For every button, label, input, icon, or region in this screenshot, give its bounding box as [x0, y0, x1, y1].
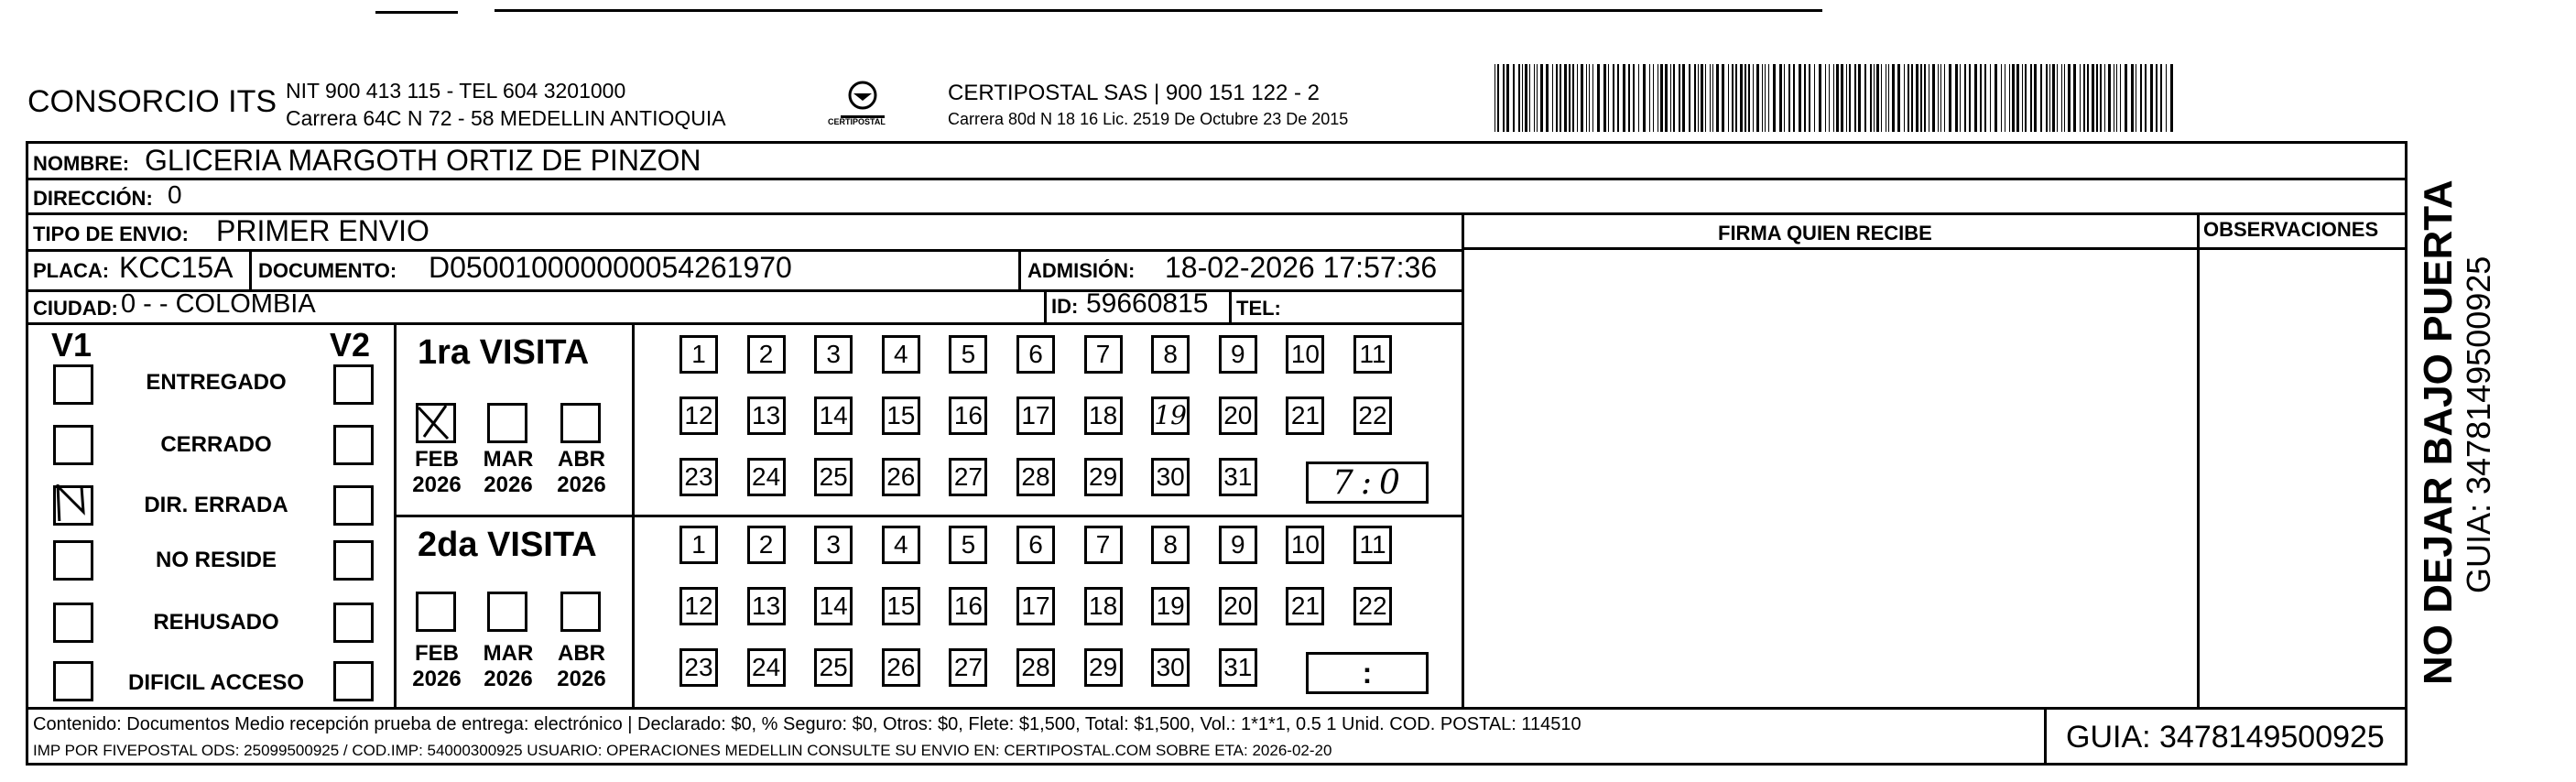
barcode-bar	[1980, 64, 1982, 132]
second-visit-day-30[interactable]: 30	[1151, 648, 1190, 687]
first-visit-day-14[interactable]: 14	[814, 396, 853, 435]
company-nit: NIT 900 413 115 - TEL 604 3201000	[286, 79, 626, 103]
barcode-bar	[1870, 64, 1872, 132]
barcode-bar	[1552, 64, 1553, 132]
barcode-bar	[2160, 64, 2162, 132]
first-visit-day-28[interactable]: 28	[1016, 458, 1055, 496]
barcode-bar	[1768, 64, 1769, 132]
direccion-value: 0	[168, 180, 182, 209]
barcode-bar	[1765, 64, 1766, 132]
barcode-bar	[2030, 64, 2032, 132]
second-visit-month-abr[interactable]	[560, 592, 601, 632]
second-visit-day-23[interactable]: 23	[679, 648, 718, 687]
first-visit-day-18[interactable]: 18	[1084, 396, 1123, 435]
status-rehusado: REHUSADO	[153, 610, 279, 635]
second-visit-time: :	[1362, 657, 1373, 690]
second-visit-title: 2da VISITA	[418, 526, 597, 564]
barcode-bar	[1825, 64, 1826, 132]
second-year-label-abr: 2026	[557, 667, 606, 691]
second-month-label-mar: MAR	[483, 641, 534, 666]
barcode-bar	[2061, 64, 2062, 132]
first-visit-day-4[interactable]: 4	[882, 335, 920, 374]
v1-checkbox-cerrado[interactable]	[53, 425, 93, 465]
second-visit-month-feb[interactable]	[416, 592, 456, 632]
first-visit-day-25[interactable]: 25	[814, 458, 853, 496]
first-year-label-feb: 2026	[412, 472, 462, 497]
barcode-bar	[1892, 64, 1895, 132]
side-guia: GUIA: 3478149500925	[2460, 255, 2497, 593]
barcode-bar	[1581, 64, 1583, 132]
barcode-bar	[1773, 64, 1776, 132]
barcode-bar	[1617, 64, 1619, 132]
placa-value: KCC15A	[119, 251, 234, 284]
barcode-bar	[1603, 64, 1606, 132]
first-visit-day-11[interactable]: 11	[1353, 335, 1392, 374]
barcode-bar	[1745, 64, 1746, 132]
barcode-bar	[1814, 64, 1815, 132]
barcode-bar	[1960, 64, 1961, 132]
barcode-bar	[1633, 64, 1635, 132]
second-visit-day-24[interactable]: 24	[747, 648, 786, 687]
second-visit-day-13[interactable]: 13	[747, 587, 786, 625]
barcode-bar	[1712, 64, 1713, 132]
logo-text: CERTIPOSTAL	[828, 117, 886, 126]
second-visit-day-12[interactable]: 12	[679, 587, 718, 625]
barcode-bar	[2170, 64, 2173, 132]
barcode-bar	[1673, 64, 1675, 132]
barcode-bar	[1920, 64, 1922, 132]
nombre-label: NOMBRE:	[33, 152, 130, 175]
barcode-bar	[1546, 64, 1549, 132]
second-visit-day-2[interactable]: 2	[747, 526, 786, 564]
barcode-bar	[1940, 64, 1941, 132]
barcode-bar	[1732, 64, 1734, 132]
barcode-bar	[2022, 64, 2023, 132]
barcode-bar	[2140, 64, 2142, 132]
first-month-label-abr: ABR	[558, 447, 605, 472]
barcode-bar	[1670, 64, 1671, 132]
documento-label: DOCUMENTO:	[258, 259, 397, 282]
documento-value: D050010000000054261970	[429, 251, 792, 284]
id-label: ID:	[1051, 295, 1079, 318]
barcode-bar	[1876, 64, 1879, 132]
barcode-bar	[1836, 64, 1839, 132]
second-visit-time-box[interactable]	[1306, 652, 1429, 694]
first-visit-time: 7:0	[1332, 464, 1408, 502]
barcode-bar	[1849, 64, 1851, 132]
second-visit-day-25[interactable]: 25	[814, 648, 853, 687]
placa-label: PLACA:	[33, 259, 110, 282]
barcode-bar	[1944, 64, 1945, 132]
first-visit-day-24[interactable]: 24	[747, 458, 786, 496]
barcode-bar	[1649, 64, 1650, 132]
second-visit-day-27[interactable]: 27	[949, 648, 987, 687]
v2-header: V2	[330, 326, 371, 364]
barcode-bar	[2096, 64, 2098, 132]
barcode-bar	[1762, 64, 1763, 132]
barcode-bar	[1518, 64, 1520, 132]
second-year-label-mar: 2026	[484, 667, 533, 691]
second-visit-day-18[interactable]: 18	[1084, 587, 1123, 625]
barcode-bar	[2100, 64, 2102, 132]
barcode-bar	[1628, 64, 1630, 132]
second-visit-day-22[interactable]: 22	[1353, 587, 1392, 625]
v1-checkbox-rehusado[interactable]	[53, 603, 93, 643]
status-dir-errada: DIR. ERRADA	[144, 493, 288, 517]
barcode-bar	[2145, 64, 2147, 132]
first-visit-day-16[interactable]: 16	[949, 396, 987, 435]
first-visit-day-19[interactable]: 19	[1151, 396, 1190, 435]
second-visit-day-31[interactable]: 31	[1219, 648, 1257, 687]
company-address: Carrera 64C N 72 - 58 MEDELLIN ANTIOQUIA	[286, 106, 726, 130]
first-year-label-mar: 2026	[484, 472, 533, 497]
v1-checkbox-dificil-acceso[interactable]	[53, 661, 93, 701]
first-visit-time-box[interactable]	[1306, 462, 1429, 504]
barcode-bar	[1522, 64, 1523, 132]
barcode-bar	[1799, 64, 1801, 132]
barcode-bar	[1589, 64, 1590, 132]
barcode-bar	[1694, 64, 1696, 132]
tel-label: TEL:	[1236, 297, 1281, 320]
barcode-bar	[1722, 64, 1724, 132]
barcode-bar	[1819, 64, 1821, 132]
tipo-envio-label: TIPO DE ENVIO:	[33, 223, 189, 245]
first-visit-day-12[interactable]: 12	[679, 396, 718, 435]
status-dificil-acceso: DIFICIL ACCESO	[127, 670, 304, 695]
barcode-bar	[1784, 64, 1785, 132]
barcode-bar	[1586, 64, 1587, 132]
barcode-bar	[1710, 64, 1711, 132]
second-visit-day-10[interactable]: 10	[1286, 526, 1324, 564]
barcode-bar	[2057, 64, 2058, 132]
first-visit-day-6[interactable]: 6	[1016, 335, 1055, 374]
v2-checkbox-rehusado[interactable]	[333, 603, 374, 643]
barcode-bar	[1608, 64, 1609, 132]
barcode-bar	[1597, 64, 1600, 132]
barcode-bar	[1974, 64, 1977, 132]
second-visit-day-21[interactable]: 21	[1286, 587, 1324, 625]
admision-label: ADMISIÓN:	[1027, 259, 1136, 282]
barcode-bar	[1623, 64, 1625, 132]
barcode-bar	[1753, 64, 1754, 132]
barcode-bar	[1556, 64, 1558, 132]
nombre-value: GLICERIA MARGOTH ORTIZ DE PINZON	[145, 144, 701, 177]
tipo-envio-value: PRIMER ENVIO	[216, 214, 429, 247]
first-visit-day-10[interactable]: 10	[1286, 335, 1324, 374]
second-visit-day-5[interactable]: 5	[949, 526, 987, 564]
barcode-bar	[1858, 64, 1861, 132]
v1-checkbox-dir-errada[interactable]	[53, 485, 93, 526]
barcode-bar	[1904, 64, 1905, 132]
second-visit-month-mar[interactable]	[487, 592, 527, 632]
barcode-bar	[1705, 64, 1706, 132]
second-month-label-abr: ABR	[558, 641, 605, 666]
barcode-bar	[2087, 64, 2089, 132]
v2-checkbox-dir-errada[interactable]	[333, 485, 374, 526]
v2-checkbox-cerrado[interactable]	[333, 425, 374, 465]
barcode-bar	[1833, 64, 1834, 132]
second-visit-day-4[interactable]: 4	[882, 526, 920, 564]
scan-mark-top	[495, 9, 1822, 12]
barcode-bar	[1846, 64, 1847, 132]
barcode-bar	[1529, 64, 1530, 132]
barcode-bar	[1793, 64, 1795, 132]
barcode-bar	[1916, 64, 1918, 132]
barcode-bar	[2150, 64, 2153, 132]
barcode-bar	[2125, 64, 2127, 132]
barcode-bar	[1911, 64, 1913, 132]
first-visit-day-17[interactable]: 17	[1016, 396, 1055, 435]
v1-header: V1	[51, 326, 92, 364]
barcode-bar	[2108, 64, 2111, 132]
barcode-bar	[2049, 64, 2050, 132]
barcode-bar	[2034, 64, 2037, 132]
status-entregado: ENTREGADO	[146, 370, 287, 395]
first-visit-month-feb[interactable]	[416, 403, 456, 443]
admision-value: 18-02-2026 17:57:36	[1165, 251, 1438, 284]
first-month-label-feb: FEB	[415, 447, 459, 472]
first-visit-day-1[interactable]: 1	[679, 335, 718, 374]
barcode-bar	[1665, 64, 1668, 132]
barcode-bar	[1829, 64, 1830, 132]
carrier-name: CERTIPOSTAL SAS | 900 151 122 - 2	[948, 81, 1320, 105]
barcode-bar	[1660, 64, 1663, 132]
barcode-bar	[1888, 64, 1889, 132]
barcode-bar	[2040, 64, 2042, 132]
barcode-bar	[1949, 64, 1951, 132]
first-visit-day-20[interactable]: 20	[1219, 396, 1257, 435]
first-visit-day-5[interactable]: 5	[949, 335, 987, 374]
barcode-bar	[1874, 64, 1875, 132]
barcode-bar	[1537, 64, 1538, 132]
barcode-bar	[1804, 64, 1806, 132]
ciudad-label: CIUDAD:	[33, 297, 118, 320]
barcode-bar	[1698, 64, 1699, 132]
footer-guia: GUIA: 3478149500925	[2066, 720, 2385, 755]
first-visit-day-22[interactable]: 22	[1353, 396, 1392, 435]
first-visit-title: 1ra VISITA	[418, 333, 590, 372]
barcode-bar	[2064, 64, 2065, 132]
second-visit-day-15[interactable]: 15	[882, 587, 920, 625]
barcode-bar	[1682, 64, 1685, 132]
barcode-bar	[1577, 64, 1578, 132]
barcode-bar	[2052, 64, 2055, 132]
second-visit-day-16[interactable]: 16	[949, 587, 987, 625]
second-visit-day-6[interactable]: 6	[1016, 526, 1055, 564]
second-visit-day-14[interactable]: 14	[814, 587, 853, 625]
barcode-bar	[1638, 64, 1639, 132]
v1-checkbox-no-reside[interactable]	[53, 540, 93, 581]
first-visit-month-mar[interactable]	[487, 403, 527, 443]
barcode-bar	[1643, 64, 1646, 132]
barcode-bar	[1994, 64, 1997, 132]
barcode-bar	[1728, 64, 1729, 132]
barcode-bar	[1701, 64, 1703, 132]
barcode-bar	[1841, 64, 1843, 132]
second-month-label-feb: FEB	[415, 641, 459, 666]
barcode-bar	[1938, 64, 1939, 132]
second-visit-day-9[interactable]: 9	[1219, 526, 1257, 564]
barcode-bar	[2046, 64, 2048, 132]
barcode-bar	[1689, 64, 1690, 132]
handwritten-cross-icon	[415, 402, 455, 442]
barcode-bar	[1497, 64, 1499, 132]
barcode-bar	[1503, 64, 1505, 132]
scan-mark-top	[375, 11, 458, 14]
second-visit-day-28[interactable]: 28	[1016, 648, 1055, 687]
company-name: CONSORCIO ITS	[27, 84, 277, 119]
first-visit-day-13[interactable]: 13	[747, 396, 786, 435]
first-visit-day-8[interactable]: 8	[1151, 335, 1190, 374]
barcode-bar	[1854, 64, 1856, 132]
barcode-bar	[2083, 64, 2085, 132]
barcode-bar	[2068, 64, 2071, 132]
barcode-bar	[1748, 64, 1750, 132]
barcode-bar	[1564, 64, 1567, 132]
id-value: 59660815	[1086, 288, 1209, 319]
barcode-bar	[2120, 64, 2121, 132]
observaciones-header: OBSERVACIONES	[2203, 218, 2379, 241]
first-visit-day-31[interactable]: 31	[1219, 458, 1257, 496]
barcode-bar	[1513, 64, 1515, 132]
barcode-bar	[1881, 64, 1882, 132]
firma-header: FIRMA QUIEN RECIBE	[1718, 222, 1932, 244]
barcode	[1495, 64, 2179, 132]
second-visit-day-26[interactable]: 26	[882, 648, 920, 687]
barcode-bar	[1560, 64, 1561, 132]
first-visit-day-2[interactable]: 2	[747, 335, 786, 374]
barcode-bar	[1788, 64, 1790, 132]
barcode-bar	[2116, 64, 2117, 132]
first-visit-day-23[interactable]: 23	[679, 458, 718, 496]
second-visit-day-20[interactable]: 20	[1219, 587, 1257, 625]
barcode-bar	[2001, 64, 2002, 132]
first-visit-day-15[interactable]: 15	[882, 396, 920, 435]
first-visit-month-abr[interactable]	[560, 403, 601, 443]
first-visit-day-27[interactable]: 27	[949, 458, 987, 496]
v2-checkbox-entregado[interactable]	[333, 364, 374, 405]
second-visit-day-17[interactable]: 17	[1016, 587, 1055, 625]
barcode-bar	[2009, 64, 2010, 132]
first-visit-day-3[interactable]: 3	[814, 335, 853, 374]
barcode-bar	[1779, 64, 1782, 132]
barcode-bar	[1924, 64, 1926, 132]
barcode-bar	[1572, 64, 1574, 132]
barcode-bar	[1534, 64, 1535, 132]
handwritten-check-icon	[50, 481, 91, 521]
first-visit-day-30[interactable]: 30	[1151, 458, 1190, 496]
footer-print-info: IMP POR FIVEPOSTAL ODS: 25099500925 / COD.IMP: 54000300925 USUARIO: OPERACIONES MEDELLIN CONSULTE SU ENVIO EN: CERTIPOSTAL.COM SOBRE ETA: 2026-02-20	[33, 742, 1332, 759]
direccion-label: DIRECCIÓN:	[33, 187, 153, 210]
second-visit-day-3[interactable]: 3	[814, 526, 853, 564]
barcode-bar	[2016, 64, 2019, 132]
side-notice: NO DEJAR BAJO PUERTA	[2416, 179, 2461, 685]
barcode-bar	[1990, 64, 1991, 132]
barcode-bar	[1964, 64, 1966, 132]
barcode-bar	[1864, 64, 1866, 132]
barcode-bar	[1525, 64, 1527, 132]
barcode-bar	[2166, 64, 2167, 132]
barcode-bar	[2025, 64, 2027, 132]
carrier-address: Carrera 80d N 18 16 Lic. 2519 De Octubre 23 De 2015	[948, 110, 1349, 128]
barcode-bar	[1969, 64, 1971, 132]
ciudad-value: 0 - - COLOMBIA	[121, 289, 316, 319]
footer-contents: Contenido: Documentos Medio recepción prueba de entrega: electrónico | Declarado: $0, % Seguro: $0, Otros: $0, Flete: $1,500, Total: $1,500, Vol.: 1*1*1, 0.5 1 Unid. COD. POSTAL: 114510	[33, 714, 1581, 734]
second-visit-day-1[interactable]: 1	[679, 526, 718, 564]
barcode-bar	[2073, 64, 2076, 132]
barcode-bar	[1955, 64, 1958, 132]
first-visit-day-29[interactable]: 29	[1084, 458, 1123, 496]
second-visit-day-29[interactable]: 29	[1084, 648, 1123, 687]
barcode-bar	[1613, 64, 1614, 132]
barcode-bar	[1506, 64, 1509, 132]
barcode-bar	[1735, 64, 1737, 132]
barcode-bar	[1908, 64, 1909, 132]
barcode-bar	[1653, 64, 1654, 132]
second-year-label-feb: 2026	[412, 667, 462, 691]
status-no-reside: NO RESIDE	[155, 548, 277, 572]
second-visit-day-7[interactable]: 7	[1084, 526, 1123, 564]
first-visit-day-9[interactable]: 9	[1219, 335, 1257, 374]
barcode-bar	[1809, 64, 1810, 132]
barcode-bar	[2012, 64, 2015, 132]
second-visit-day-11[interactable]: 11	[1353, 526, 1392, 564]
first-year-label-abr: 2026	[557, 472, 606, 497]
barcode-bar	[2104, 64, 2105, 132]
barcode-bar	[1540, 64, 1543, 132]
first-visit-day-26[interactable]: 26	[882, 458, 920, 496]
barcode-bar	[2092, 64, 2094, 132]
barcode-bar	[1932, 64, 1935, 132]
status-cerrado: CERRADO	[160, 432, 272, 457]
v2-checkbox-no-reside[interactable]	[333, 540, 374, 581]
v2-checkbox-dificil-acceso[interactable]	[333, 661, 374, 701]
barcode-bar	[1756, 64, 1759, 132]
barcode-bar	[2080, 64, 2081, 132]
second-visit-day-8[interactable]: 8	[1151, 526, 1190, 564]
barcode-bar	[2131, 64, 2134, 132]
barcode-bar	[1679, 64, 1680, 132]
barcode-bar	[1984, 64, 1986, 132]
second-visit-day-19[interactable]: 19	[1151, 587, 1190, 625]
first-visit-day-7[interactable]: 7	[1084, 335, 1123, 374]
barcode-bar	[1897, 64, 1900, 132]
barcode-bar	[2156, 64, 2158, 132]
barcode-bar	[1740, 64, 1743, 132]
barcode-bar	[1716, 64, 1719, 132]
v1-checkbox-entregado[interactable]	[53, 364, 93, 405]
first-visit-day-21[interactable]: 21	[1286, 396, 1324, 435]
barcode-bar	[1592, 64, 1593, 132]
barcode-bar	[1569, 64, 1571, 132]
first-month-label-mar: MAR	[483, 447, 534, 472]
